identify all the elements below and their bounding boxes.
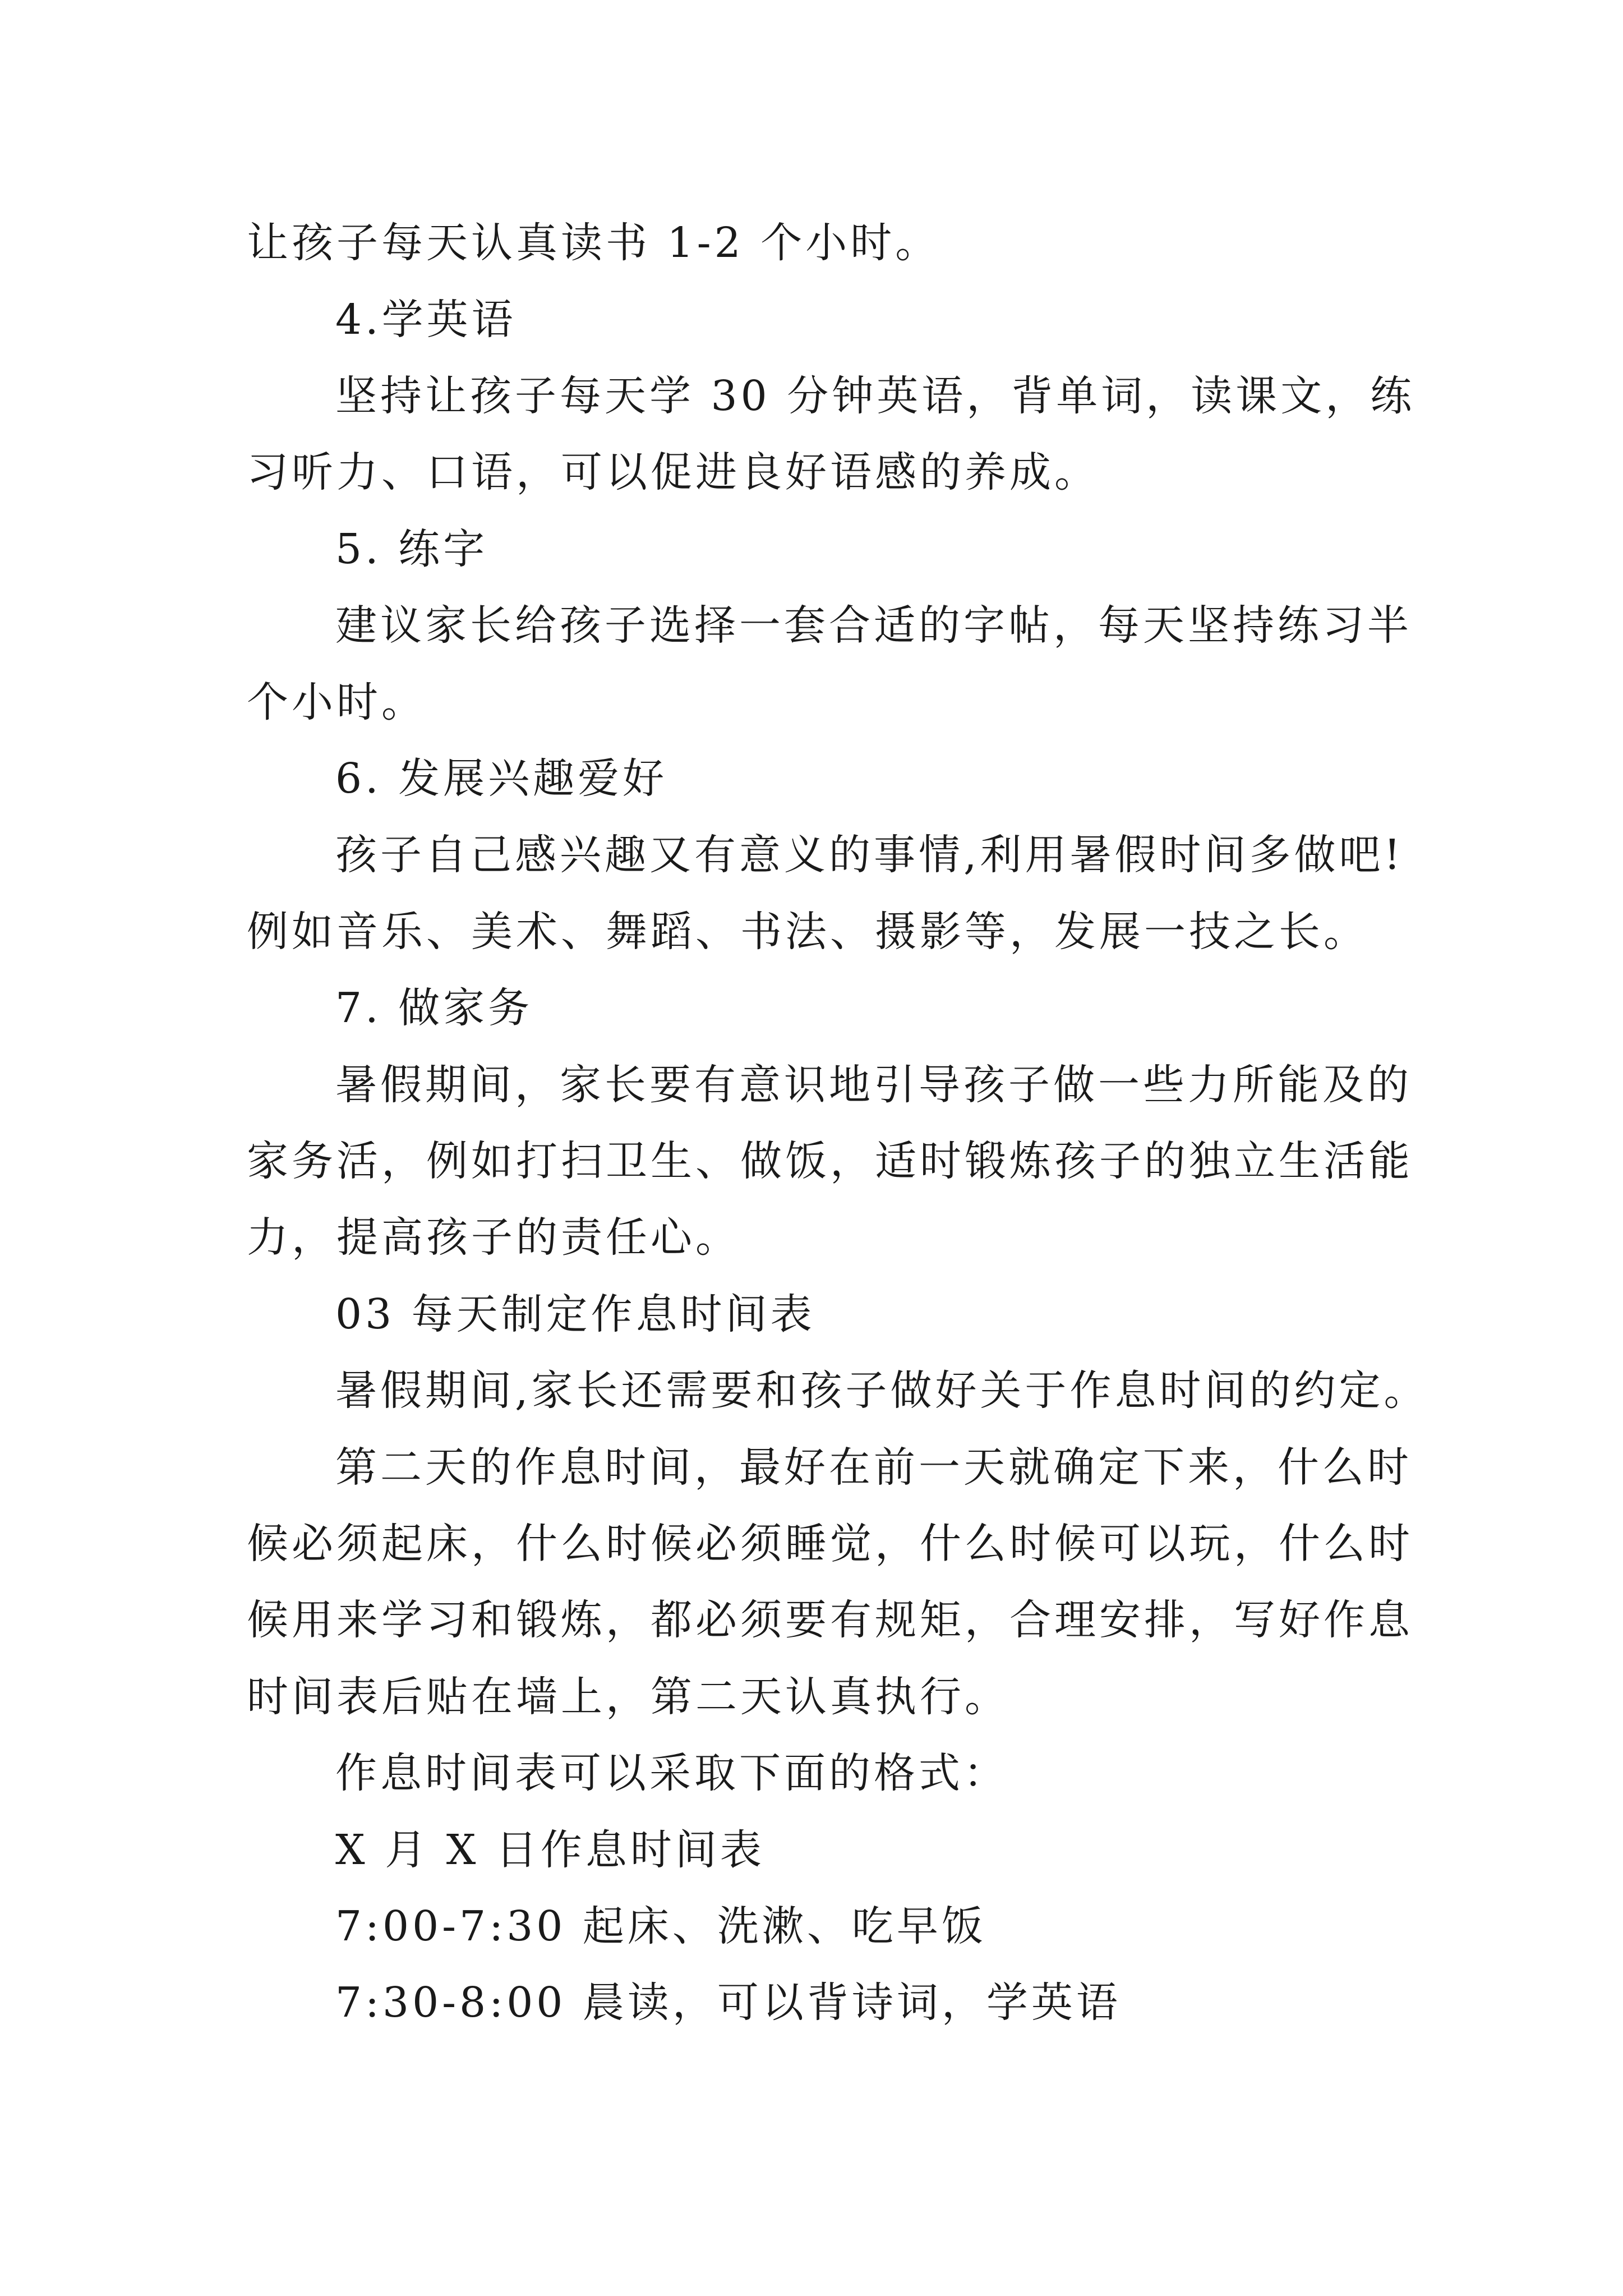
paragraph-line: 孩子自己感兴趣又有意义的事情,利用暑假时间多做吧! xyxy=(335,831,1404,879)
paragraph-line: 让孩子每天认真读书 1-2 个小时。 xyxy=(247,219,940,267)
schedule-item: 7:30-8:00 晨读，可以背诗词，学英语 xyxy=(335,1978,1121,2027)
section-heading-hobbies: 6. 发展兴趣爱好 xyxy=(335,754,668,803)
section-heading-schedule: 03 每天制定作息时间表 xyxy=(335,1290,815,1338)
paragraph-line: 力，提高孩子的责任心。 xyxy=(247,1213,740,1262)
section-heading-handwriting: 5. 练字 xyxy=(335,525,488,573)
section-heading-housework: 7. 做家务 xyxy=(335,984,533,1032)
section-heading-english: 4.学英语 xyxy=(335,296,517,344)
paragraph-line: 作息时间表可以采取下面的格式： xyxy=(335,1749,1008,1797)
paragraph-line: 家务活，例如打扫卫生、做饭，适时锻炼孩子的独立生活能 xyxy=(247,1137,1413,1185)
paragraph-line: 坚持让孩子每天学 30 分钟英语，背单词，读课文，练 xyxy=(335,372,1415,420)
paragraph-line: 例如音乐、美术、舞蹈、书法、摄影等，发展一技之长。 xyxy=(247,908,1368,956)
paragraph-line: 时间表后贴在墙上，第二天认真执行。 xyxy=(247,1673,1009,1721)
paragraph-line: 习听力、口语，可以促进良好语感的养成。 xyxy=(247,448,1099,496)
schedule-title: X 月 X 日作息时间表 xyxy=(335,1826,765,1874)
paragraph-line: 暑假期间，家长要有意识地引导孩子做一些力所能及的 xyxy=(335,1061,1412,1109)
paragraph-line: 候用来学习和锻炼，都必须要有规矩，合理安排，写好作息 xyxy=(247,1596,1413,1644)
paragraph-line: 个小时。 xyxy=(247,678,426,726)
paragraph-line: 候必须起床，什么时候必须睡觉，什么时候可以玩，什么时 xyxy=(247,1520,1413,1568)
schedule-item: 7:00-7:30 起床、洗漱、吃早饭 xyxy=(335,1902,986,1950)
paragraph-line: 第二天的作息时间，最好在前一天就确定下来，什么时 xyxy=(335,1443,1412,1492)
paragraph-line: 暑假期间,家长还需要和孩子做好关于作息时间的约定。 xyxy=(335,1366,1429,1415)
paragraph-line: 建议家长给孩子选择一套合适的字帖，每天坚持练习半 xyxy=(335,601,1412,650)
